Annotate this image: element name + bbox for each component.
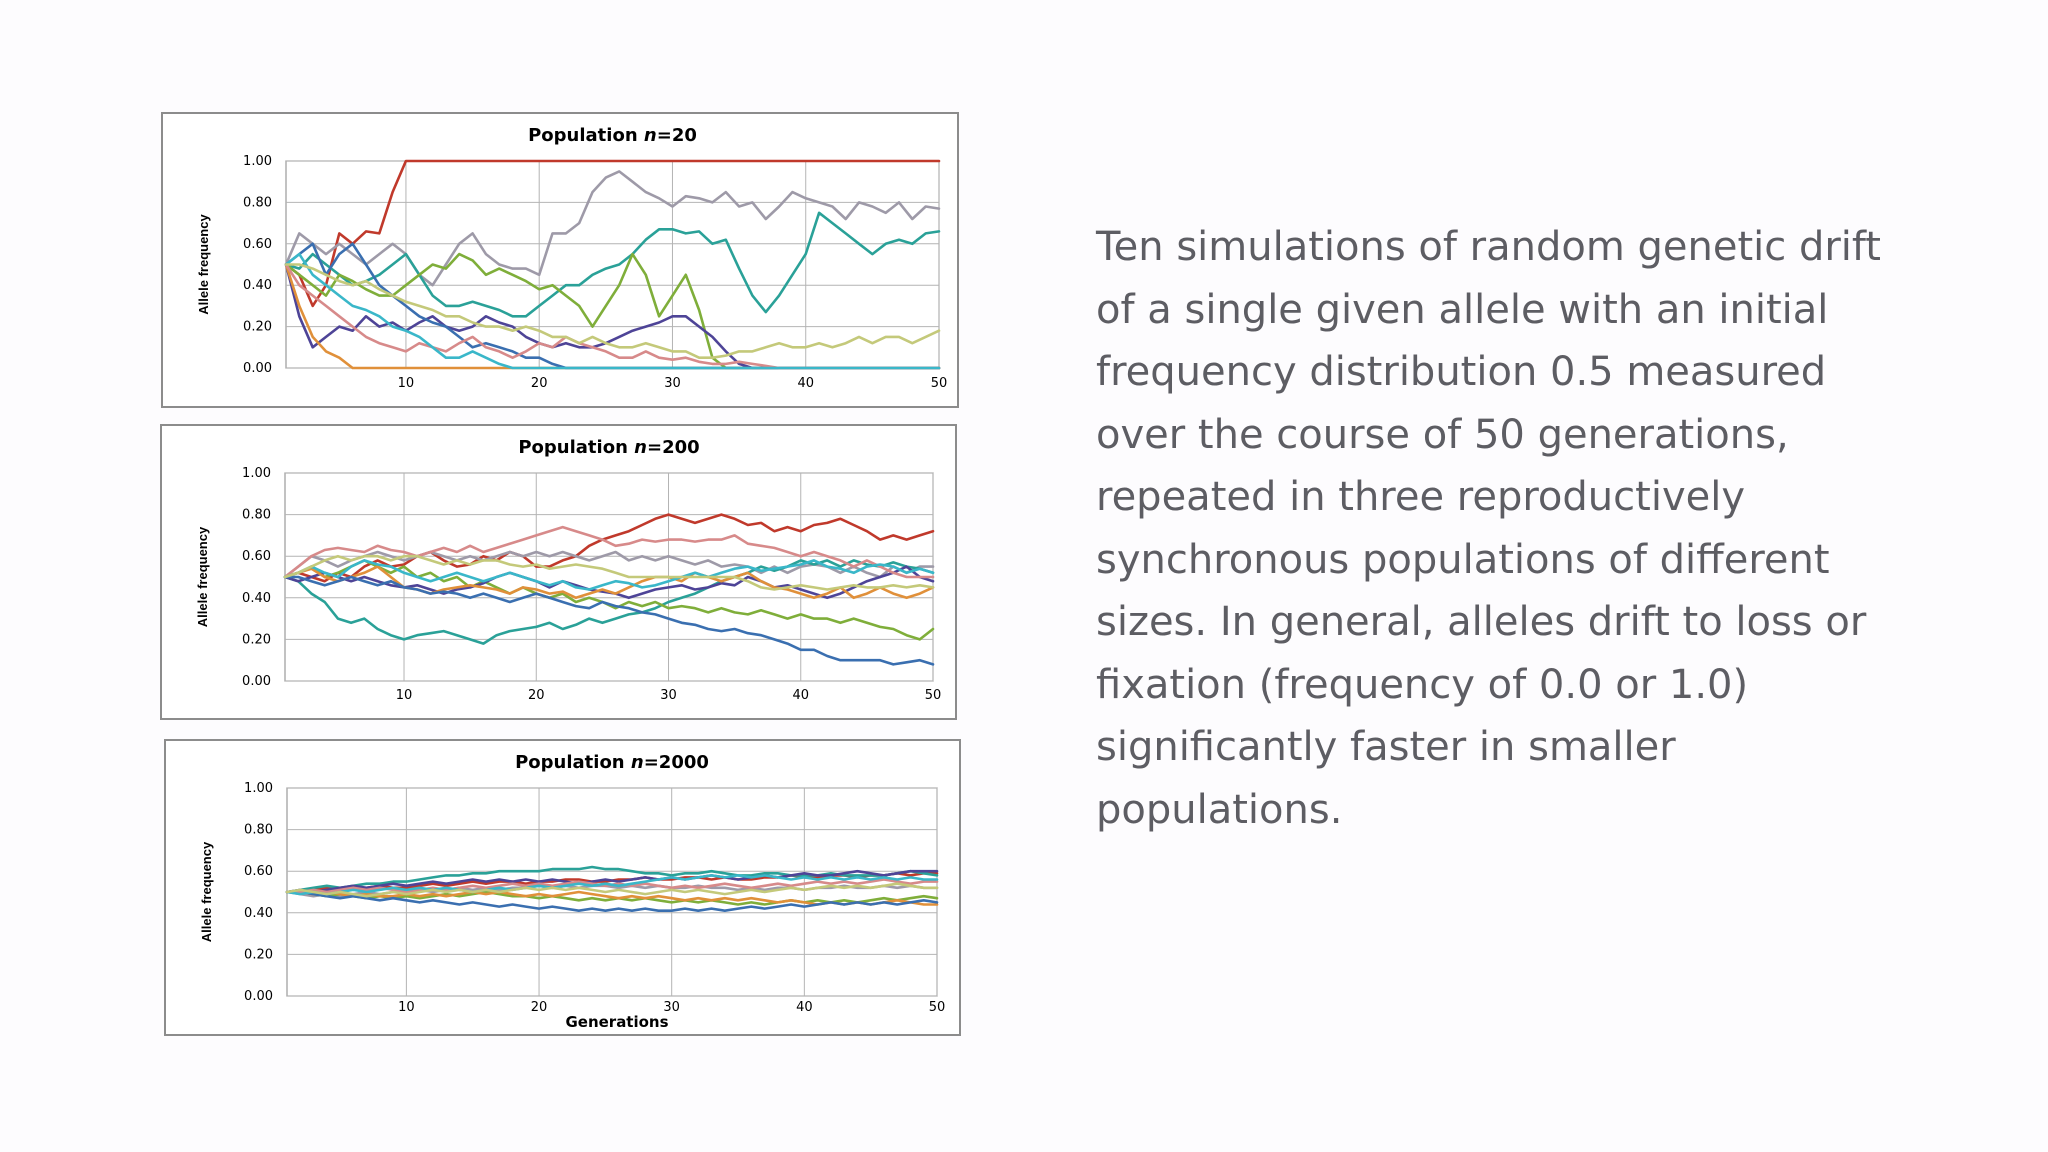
x-tick-label: 10 [397, 376, 415, 391]
y-tick-label: 0.40 [243, 278, 272, 294]
y-tick-label: 1.00 [244, 781, 273, 796]
chart-title: Population n=200 [518, 437, 700, 458]
y-tick-label: 0.20 [243, 319, 272, 335]
y-tick-label: 0.00 [242, 674, 271, 689]
y-tick-label: 1.00 [243, 154, 272, 169]
x-tick-label: 40 [797, 376, 815, 391]
y-tick-label: 0.00 [243, 361, 272, 376]
x-tick-label: 40 [796, 1000, 813, 1015]
x-tick-label: 20 [527, 688, 545, 703]
x-tick-label: 50 [924, 688, 942, 703]
x-tick-label: 30 [664, 376, 681, 391]
chart-population-20 [161, 112, 959, 408]
chart-title: Population n=20 [528, 125, 697, 146]
chart-population-200 [160, 424, 957, 720]
x-tick-label: 30 [663, 1000, 680, 1015]
y-tick-label: 0.60 [243, 236, 272, 252]
x-tick-label: 40 [792, 688, 810, 703]
y-tick-label: 0.80 [244, 822, 273, 838]
chart-population-2000 [164, 739, 961, 1036]
y-tick-label: 0.20 [244, 947, 273, 963]
chart-svg [163, 114, 961, 410]
y-tick-label: 0.00 [244, 989, 273, 1004]
y-axis-label: Allele frequency [195, 526, 210, 628]
plot-area [285, 473, 933, 681]
x-tick-label: 50 [930, 376, 948, 391]
y-axis-label: Allele frequency [199, 841, 214, 943]
x-tick-label: 20 [530, 1000, 548, 1015]
plot-area [286, 161, 939, 368]
y-tick-label: 0.40 [242, 590, 271, 606]
y-tick-label: 0.40 [244, 905, 273, 921]
x-axis-label: Generations [565, 1013, 669, 1031]
figure-caption: Ten simulations of random genetic drift of a single given allele with an initial frequency distribution 0.5 measured over the course of 50 generations, repeated in three reproductively synchronous populations of different sizes. In general, alleles drift to loss or fixation (frequency of 0.0 or 1.0) significantly faster in smaller populations. [1096, 224, 1881, 833]
y-tick-label: 1.00 [242, 466, 271, 481]
chart-svg [166, 741, 963, 1038]
y-axis-label: Allele frequency [196, 214, 211, 315]
chart-svg [162, 426, 959, 722]
y-tick-label: 0.80 [243, 195, 272, 211]
y-tick-label: 0.20 [242, 632, 271, 648]
x-tick-label: 30 [660, 688, 677, 703]
x-tick-label: 20 [530, 376, 548, 391]
x-tick-label: 50 [928, 1000, 946, 1015]
chart-title: Population n=2000 [515, 752, 709, 773]
y-tick-label: 0.80 [242, 507, 271, 523]
y-tick-label: 0.60 [244, 864, 273, 880]
x-tick-label: 10 [398, 1000, 415, 1015]
y-tick-label: 0.60 [242, 549, 271, 565]
x-tick-label: 10 [395, 688, 413, 703]
